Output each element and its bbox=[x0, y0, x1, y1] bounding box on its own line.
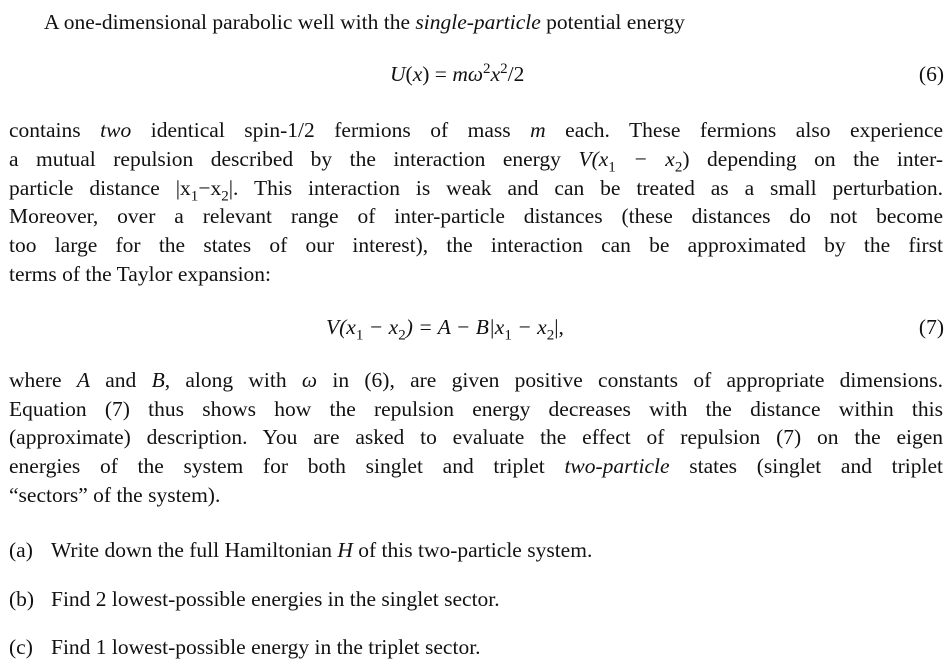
para2-line3: (approximate) description. You are asked to evaluate the effect of repulsion (7) on the eigen bbox=[9, 425, 943, 449]
question-item-a: (a) Write down the full Hamiltonian H of this two-particle system. bbox=[9, 536, 592, 565]
para1-line1: contains two identical spin-1/2 fermions of mass m each. These fermions also experience bbox=[9, 118, 944, 142]
eq6-lhs-arg: x bbox=[412, 62, 423, 86]
intro-lead: A one-dimensional parabolic well with the bbox=[44, 10, 411, 34]
intro-emphasis: single-particle bbox=[415, 10, 541, 34]
para2-line1: where A and B, along with ω in (6), are given positive constants of appropriate dimensions. bbox=[9, 368, 944, 392]
eq6-x: x bbox=[490, 62, 501, 86]
eq6-equals: = bbox=[434, 62, 447, 86]
intro-line bbox=[44, 8, 685, 37]
eq6-exp1: 2 bbox=[483, 60, 491, 77]
para2-line5: “sectors” of the system). bbox=[9, 483, 221, 507]
eq6-exp2: 2 bbox=[500, 60, 508, 77]
para1-line5: too large for the states of our interest), the interaction can be approximated by the first bbox=[9, 233, 943, 257]
para1-line3: particle distance $|x_1-x_2|$. This interaction is weak and can be treated as a small perturbation. bbox=[9, 176, 943, 205]
equation-7-number: (7) bbox=[918, 315, 944, 339]
question-item-c: (c) Find 1 lowest-possible energy in the triplet sector. bbox=[9, 633, 481, 662]
para1-line4: Moreover, over a relevant range of inter-particle distances (these distances do not become bbox=[9, 204, 943, 228]
equation-6-number: (6) bbox=[918, 62, 944, 86]
intro-tail: potential energy bbox=[546, 10, 685, 34]
eq6-div: /2 bbox=[507, 62, 525, 86]
question-item-b: (b) Find 2 lowest-possible energies in the singlet sector. bbox=[9, 585, 500, 614]
eq6-omega: ω bbox=[467, 62, 484, 86]
eq6-lhs-fn: U bbox=[390, 62, 406, 86]
para1-line6: terms of the Taylor expansion: bbox=[9, 262, 272, 286]
equation-7-body: $V(x_1 - x_2) = A - B|x_1 - x_2|$, bbox=[326, 315, 564, 344]
para2-line4: energies of the system for both singlet and triplet two-particle states (singlet and triplet bbox=[9, 454, 944, 478]
para2-line2: Equation (7) thus shows how the repulsion energy decreases with the distance within this bbox=[9, 397, 943, 421]
equation-6-body: $U(x) = m\omega^2x^2/2$ bbox=[390, 60, 525, 86]
eq6-mass: m bbox=[452, 62, 468, 86]
item-label: (a) bbox=[9, 538, 33, 562]
para1-line2: a mutual repulsion described by the interaction energy $V(x_1 - x_2)$ depending on the inter- bbox=[9, 147, 943, 176]
item-label: (c) bbox=[9, 635, 33, 659]
item-label: (b) bbox=[9, 587, 35, 611]
